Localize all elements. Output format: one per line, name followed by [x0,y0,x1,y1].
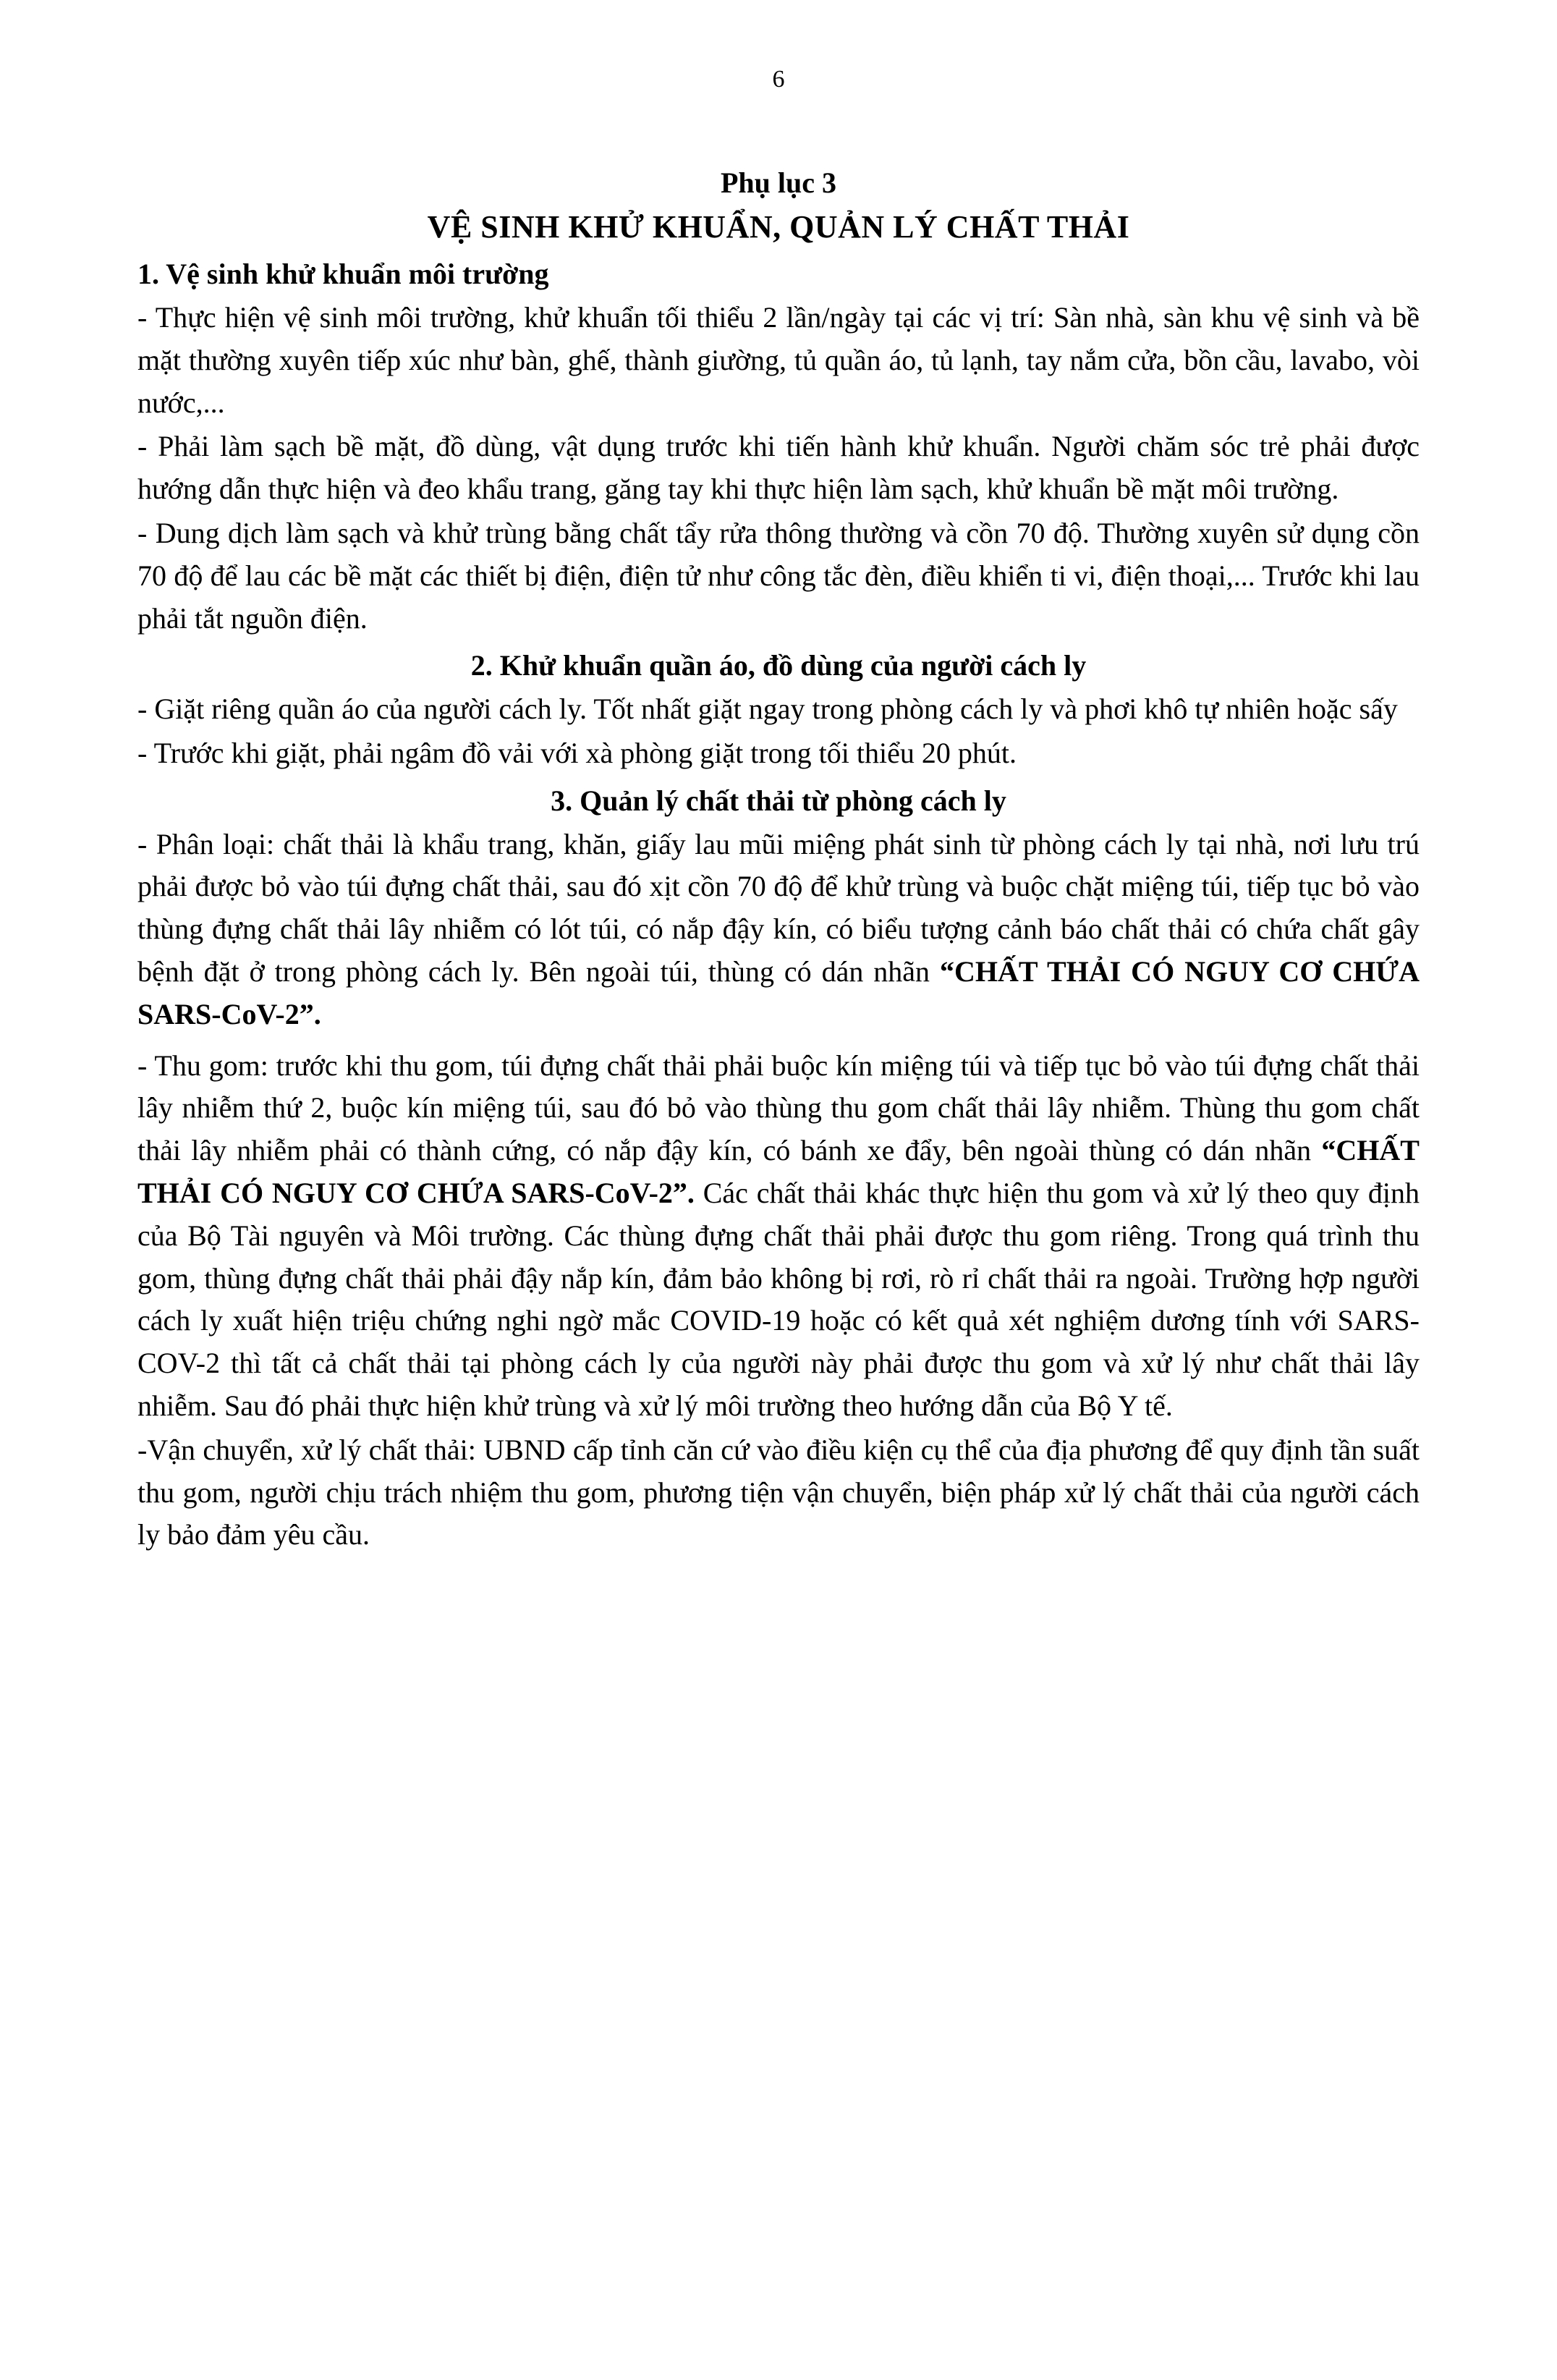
collection-text-post: Các chất thải khác thực hiện thu gom và xử lý theo quy định của Bộ Tài nguyên và Môi trường. Các thùng đựng chất thải phải được thu gom riêng. Trong quá trình thu gom, thùng đựng chất thải phải đậy nắp kín, đảm bảo không bị rơi, rò rỉ chất thải ra ngoài. Trường hợp người cách ly xuất hiện triệu chứng nghi ngờ mắc COVID-19 hoặc có kết quả xét nghiệm dương tính với SARS-COV-2 thì tất cả chất thải tại phòng cách ly của người này phải được thu gom và xử lý như chất thải lây nhiễm. Sau đó phải thực hiện khử trùng và xử lý môi trường theo hướng dẫn của Bộ Y tế. [137,1176,1420,1422]
section-3-paragraph-collection [137,1045,1420,1428]
section-2-paragraph-2: - Trước khi giặt, phải ngâm đồ vải với xà phòng giặt trong tối thiểu 20 phút. [137,736,1017,769]
section-2-heading: 2. Khử khuẩn quần áo, đồ dùng của người cách ly [470,649,1087,682]
appendix-label: Phụ lục 3 [720,166,837,199]
section-1-heading: 1. Vệ sinh khử khuẩn môi trường [137,258,549,291]
collection-text-pre: - Thu gom: trước khi thu gom, túi đựng chất thải phải buộc kín miệng túi và tiếp tục bỏ vào túi đựng chất thải lây nhiễm thứ 2, buộc kín miệng túi, sau đó bỏ vào thùng thu gom chất thải lây nhiễm. Thùng thu gom chất thải lây nhiễm phải có thành cứng, có nắp đậy kín, có bánh xe đẩy, bên ngoài thùng có dán nhãn [137,1049,1420,1167]
section-1-paragraph-2: - Phải làm sạch bề mặt, đồ dùng, vật dụng trước khi tiến hành khử khuẩn. Người chăm sóc trẻ phải được hướng dẫn thực hiện và đeo khẩu trang, găng tay khi thực hiện làm sạch, khử khuẩn bề mặt môi trường. [137,430,1420,506]
section-3-paragraph-transport: -Vận chuyển, xử lý chất thải: UBND cấp tỉnh căn cứ vào điều kiện cụ thể của địa phương để quy định tần suất thu gom, người chịu trách nhiệm thu gom, phương tiện vận chuyển, biện pháp xử lý chất thải của người cách ly bảo đảm yêu cầu. [137,1433,1420,1551]
section-1-paragraph-1: - Thực hiện vệ sinh môi trường, khử khuẩn tối thiểu 2 lần/ngày tại các vị trí: Sàn nhà, sàn khu vệ sinh và bề mặt thường xuyên tiếp xúc như bàn, ghế, thành giường, tủ quần áo, tủ lạnh, tay nắm cửa, bồn cầu, lavabo, vòi nước,... [137,300,1420,419]
classification-text: - Phân loại: chất thải là khẩu trang, khăn, giấy lau mũi miệng phát sinh từ phòng cách ly tại nhà, nơi lưu trú phải được bỏ vào túi đựng chất thải, sau đó xịt cồn 70 độ để khử trùng và buộc chặt miệng túi, tiếp tục bỏ vào thùng đựng chất thải lây nhiễm có lót túi, có nắp đậy kín, có biểu tượng cảnh báo chất thải có chứa chất gây bệnh đặt ở trong phòng cách ly. Bên ngoài túi, thùng có dán nhãn [137,827,1420,988]
page-number: 6 [772,66,785,93]
waste-label-1: “CHẤT THẢI CÓ NGUY CƠ CHỨA SARS-CoV-2”. [137,954,1420,1030]
section-2-paragraph-1: - Giặt riêng quần áo của người cách ly. Tốt nhất giặt ngay trong phòng cách ly và phơi khô tự nhiên hoặc sấy [137,693,1398,726]
waste-label-2: “CHẤT THẢI CÓ NGUY CƠ CHỨA SARS-CoV-2”. [137,1134,1420,1209]
section-3-paragraph-classification [137,823,1420,1036]
section-3-heading: 3. Quản lý chất thải từ phòng cách ly [551,784,1006,817]
paragraph-spacer [137,1038,1420,1045]
section-1-paragraph-3: - Dung dịch làm sạch và khử trùng bằng chất tẩy rửa thông thường và cồn 70 độ. Thường xuyên sử dụng cồn 70 độ để lau các bề mặt các thiết bị điện, điện tử như công tắc đèn, điều khiển ti vi, điện thoại,... Trước khi lau phải tắt nguồn điện. [137,516,1420,635]
document-title: VỆ SINH KHỬ KHUẨN, QUẢN LÝ CHẤT THẢI [427,208,1130,245]
